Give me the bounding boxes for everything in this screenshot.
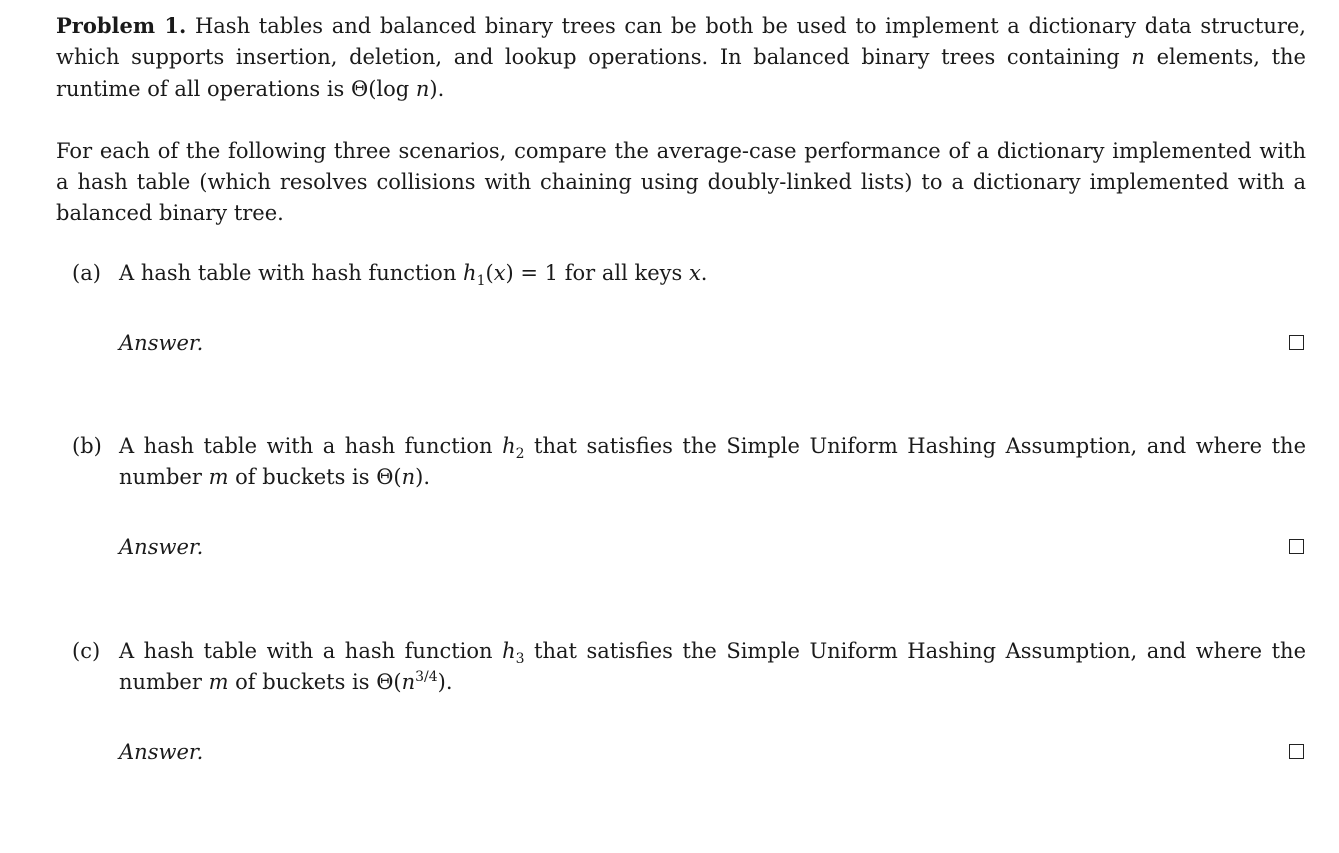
problem-page bbox=[56, 10, 1307, 764]
part-a-arg: x bbox=[493, 261, 506, 285]
part-a-text bbox=[119, 258, 1306, 289]
part-a-text-4: . bbox=[700, 261, 708, 285]
intro-var-n2: n bbox=[415, 76, 430, 101]
part-c-text bbox=[119, 636, 1306, 699]
part-c bbox=[56, 636, 1307, 764]
part-b-var-n: n bbox=[401, 465, 416, 490]
part-a-text-3: ) = 1 for all keys bbox=[505, 261, 689, 285]
part-a-text-1: A hash table with hash function bbox=[119, 261, 464, 285]
part-a-fn-sub: 1 bbox=[476, 273, 486, 290]
part-c-answer-label: Answer. bbox=[119, 740, 204, 764]
part-c-fn: h bbox=[502, 639, 516, 663]
part-a-answer bbox=[119, 328, 1306, 359]
part-c-var-n: n bbox=[401, 670, 416, 695]
intro-var-n: n bbox=[1131, 45, 1145, 70]
qed-box-icon bbox=[1289, 335, 1304, 350]
part-b-text-2: that satisfies the Simple Uniform Hashing Assumption, and where the number bbox=[119, 434, 1307, 490]
qed-box-icon bbox=[1289, 744, 1304, 759]
part-b-text bbox=[119, 431, 1306, 494]
part-b-label: (b) bbox=[72, 434, 102, 458]
part-b-var-m: m bbox=[208, 465, 229, 490]
part-b-fn-sub: 2 bbox=[515, 446, 525, 463]
part-c-text-4: ). bbox=[437, 670, 453, 695]
part-a bbox=[56, 258, 1306, 355]
part-c-fn-sub: 3 bbox=[515, 651, 525, 668]
intro-text-1: Hash tables and balanced binary trees can be both be used to implement a dictionary data structure, which supports insertion, deletion, and lookup operations. In balanced binary trees containing bbox=[56, 14, 1306, 70]
scenario-text: For each of the following three scenarios, compare the average-case performance of a dictionary implemented with a hash table (which resolves collisions with chaining using doubly-linked lists) to a dictionary implemented with a balanced binary tree. bbox=[56, 138, 1306, 226]
part-a-text-2: ( bbox=[485, 261, 494, 285]
part-a-label: (a) bbox=[72, 261, 101, 285]
problem-intro bbox=[56, 10, 1306, 105]
part-c-text-3: of buckets is Θ( bbox=[228, 670, 402, 695]
part-b-text-4: ). bbox=[415, 465, 431, 490]
intro-text-2: elements, the runtime of all operations is Θ(log bbox=[56, 45, 1306, 101]
part-a-answer-label: Answer. bbox=[119, 331, 204, 355]
problem-label: Problem 1. bbox=[56, 13, 187, 38]
part-c-text-1: A hash table with a hash function bbox=[119, 639, 503, 663]
part-b-answer-label: Answer. bbox=[119, 535, 204, 559]
part-b-text-3: of buckets is Θ( bbox=[228, 465, 402, 490]
qed-box-icon bbox=[1289, 539, 1304, 554]
part-c-label: (c) bbox=[72, 639, 101, 663]
part-c-exp: 3/4 bbox=[415, 669, 438, 686]
intro-text-3: ). bbox=[429, 76, 445, 101]
part-a-var: x bbox=[688, 261, 701, 285]
part-b bbox=[56, 431, 1307, 559]
part-b-text-1: A hash table with a hash function bbox=[119, 434, 503, 458]
part-b-answer bbox=[119, 532, 1306, 563]
part-c-text-2: that satisfies the Simple Uniform Hashing Assumption, and where the number bbox=[119, 639, 1307, 695]
part-b-fn: h bbox=[502, 434, 516, 458]
part-c-var-m: m bbox=[208, 670, 229, 695]
part-a-fn: h bbox=[463, 261, 477, 285]
part-c-answer bbox=[119, 737, 1306, 768]
